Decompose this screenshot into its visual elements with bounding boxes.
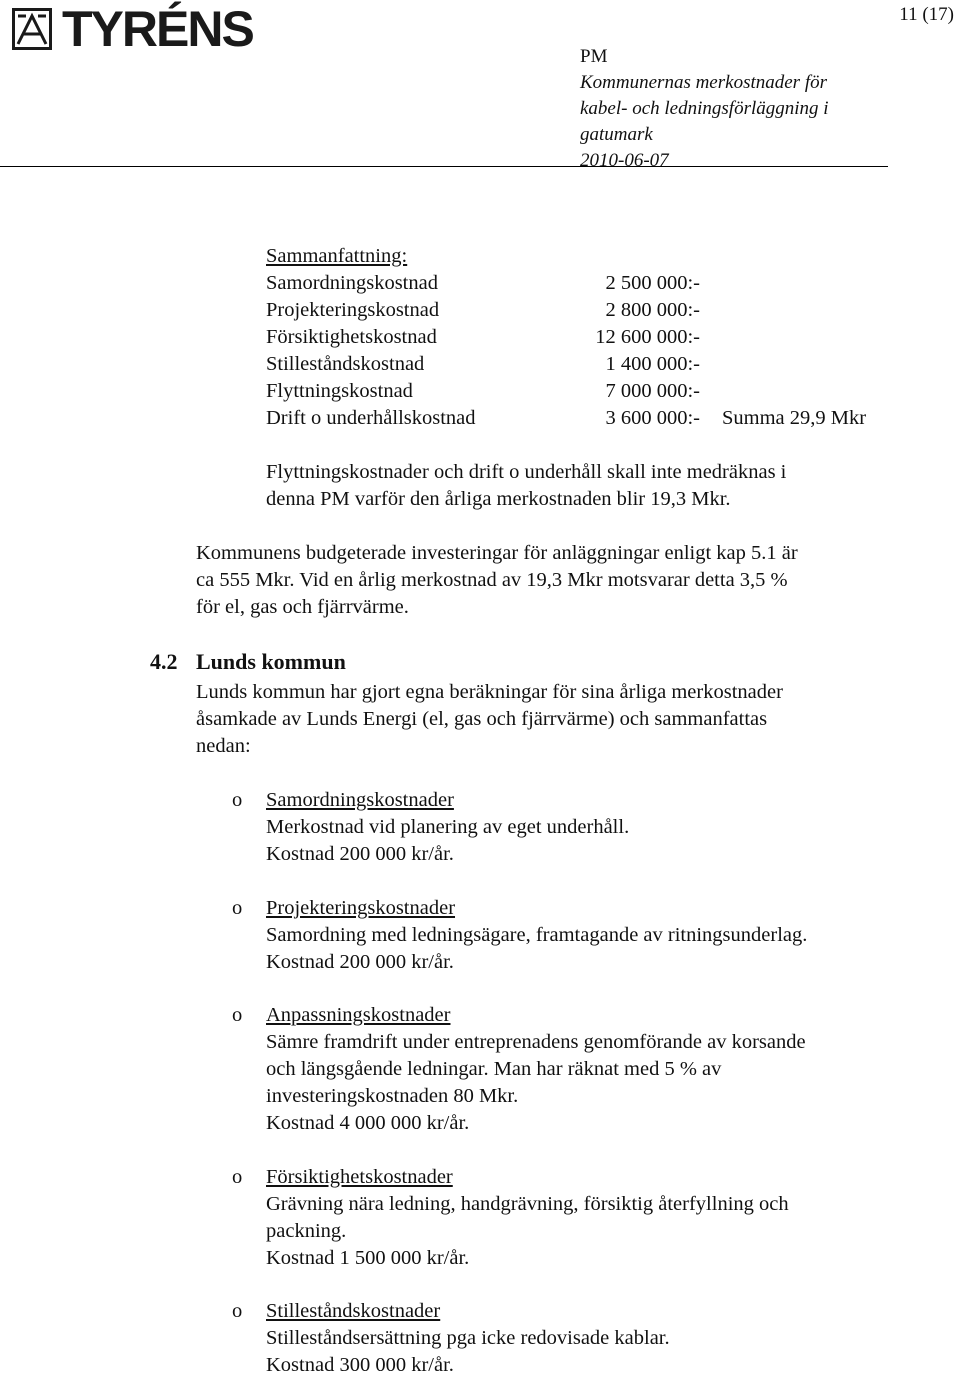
summary-label: Stilleståndskostnad	[266, 353, 425, 375]
bullet-marker: o	[232, 1300, 243, 1322]
list-item	[266, 1002, 906, 1137]
summary-amount: 2 500 000:-	[605, 272, 700, 294]
bullet-marker: o	[232, 1004, 243, 1026]
budget-line: ca 555 Mkr. Vid en årlig merkostnad av 19,3 Mkr motsvarar detta 3,5 %	[196, 569, 788, 591]
list-item	[266, 1164, 906, 1272]
section-title: Lunds kommun	[196, 649, 346, 674]
item-line: Merkostnad vid planering av eget underhåll.	[266, 816, 630, 838]
summary-label: Drift o underhållskostnad	[266, 407, 476, 429]
bullet-marker: o	[232, 897, 243, 919]
budget-line: Kommunens budgeterade investeringar för anläggningar enligt kap 5.1 är	[196, 542, 798, 564]
note-line: Flyttningskostnader och drift o underhåll skall inte medräknas i	[266, 461, 787, 483]
summary-label: Samordningskostnad	[266, 272, 438, 294]
summary-label: Projekteringskostnad	[266, 299, 440, 321]
item-line: Kostnad 1 500 000 kr/år.	[266, 1247, 470, 1269]
item-title: Projekteringskostnader	[266, 897, 456, 919]
item-line: packning.	[266, 1220, 347, 1242]
doc-title-line: kabel- och ledningsförläggning i	[580, 98, 829, 119]
summary-label: Försiktighetskostnad	[266, 326, 437, 348]
doc-date: 2010-06-07	[580, 150, 669, 171]
item-line: Samordning med ledningsägare, framtagande av ritningsunderlag.	[266, 924, 808, 946]
summary-amount: 3 600 000:-	[605, 407, 700, 429]
list-item	[266, 787, 906, 868]
summary-note	[266, 459, 786, 513]
summary-amount: 12 600 000:-	[595, 326, 700, 348]
intro-line: nedan:	[196, 735, 251, 757]
summary-amount: 7 000 000:-	[605, 380, 700, 402]
note-line: denna PM varför den årliga merkostnaden blir 19,3 Mkr.	[266, 488, 731, 510]
summary-heading: Sammanfattning:	[266, 245, 408, 267]
doc-title-line: Kommunernas merkostnader för	[580, 72, 827, 93]
list-item	[266, 1298, 906, 1379]
item-line: Kostnad 200 000 kr/år.	[266, 951, 454, 973]
item-line: och längsgående ledningar. Man har räknat med 5 % av	[266, 1058, 722, 1080]
summary-amount: 1 400 000:-	[605, 353, 700, 375]
section-intro	[196, 679, 783, 760]
item-line: Grävning nära ledning, handgrävning, försiktig återfyllning och	[266, 1193, 789, 1215]
tyrens-logo-icon	[12, 8, 52, 50]
doc-type: PM	[580, 46, 608, 67]
bullet-marker: o	[232, 1166, 243, 1188]
item-line: Kostnad 4 000 000 kr/år.	[266, 1112, 470, 1134]
summary-total: Summa 29,9 Mkr	[722, 407, 867, 429]
item-title: Stilleståndskostnader	[266, 1300, 441, 1322]
list-item	[266, 895, 906, 976]
intro-line: Lunds kommun har gjort egna beräkningar för sina årliga merkostnader	[196, 681, 783, 703]
item-title: Anpassningskostnader	[266, 1004, 451, 1026]
brand-wordmark: TYRÉNS	[62, 1, 253, 57]
budget-paragraph	[196, 540, 798, 621]
company-logo	[12, 1, 253, 57]
page-number: 11 (17)	[899, 4, 954, 25]
section-number: 4.2	[150, 649, 178, 674]
document-header	[580, 44, 829, 174]
summary-amount: 2 800 000:-	[605, 299, 700, 321]
summary-label: Flyttningskostnad	[266, 380, 413, 402]
doc-title-line: gatumark	[580, 124, 653, 145]
intro-line: åsamkade av Lunds Energi (el, gas och fjärrvärme) och sammanfattas	[196, 708, 768, 730]
item-line: Sämre framdrift under entreprenadens genomförande av korsande	[266, 1031, 806, 1053]
item-line: Kostnad 200 000 kr/år.	[266, 843, 454, 865]
header-divider	[0, 166, 888, 167]
bullet-marker: o	[232, 789, 243, 811]
item-line: investeringskostnaden 80 Mkr.	[266, 1085, 519, 1107]
item-title: Samordningskostnader	[266, 789, 454, 811]
item-line: Kostnad 300 000 kr/år.	[266, 1354, 454, 1376]
budget-line: för el, gas och fjärrvärme.	[196, 596, 409, 618]
item-title: Försiktighetskostnader	[266, 1166, 453, 1188]
item-line: Stilleståndsersättning pga icke redovisade kablar.	[266, 1327, 670, 1349]
